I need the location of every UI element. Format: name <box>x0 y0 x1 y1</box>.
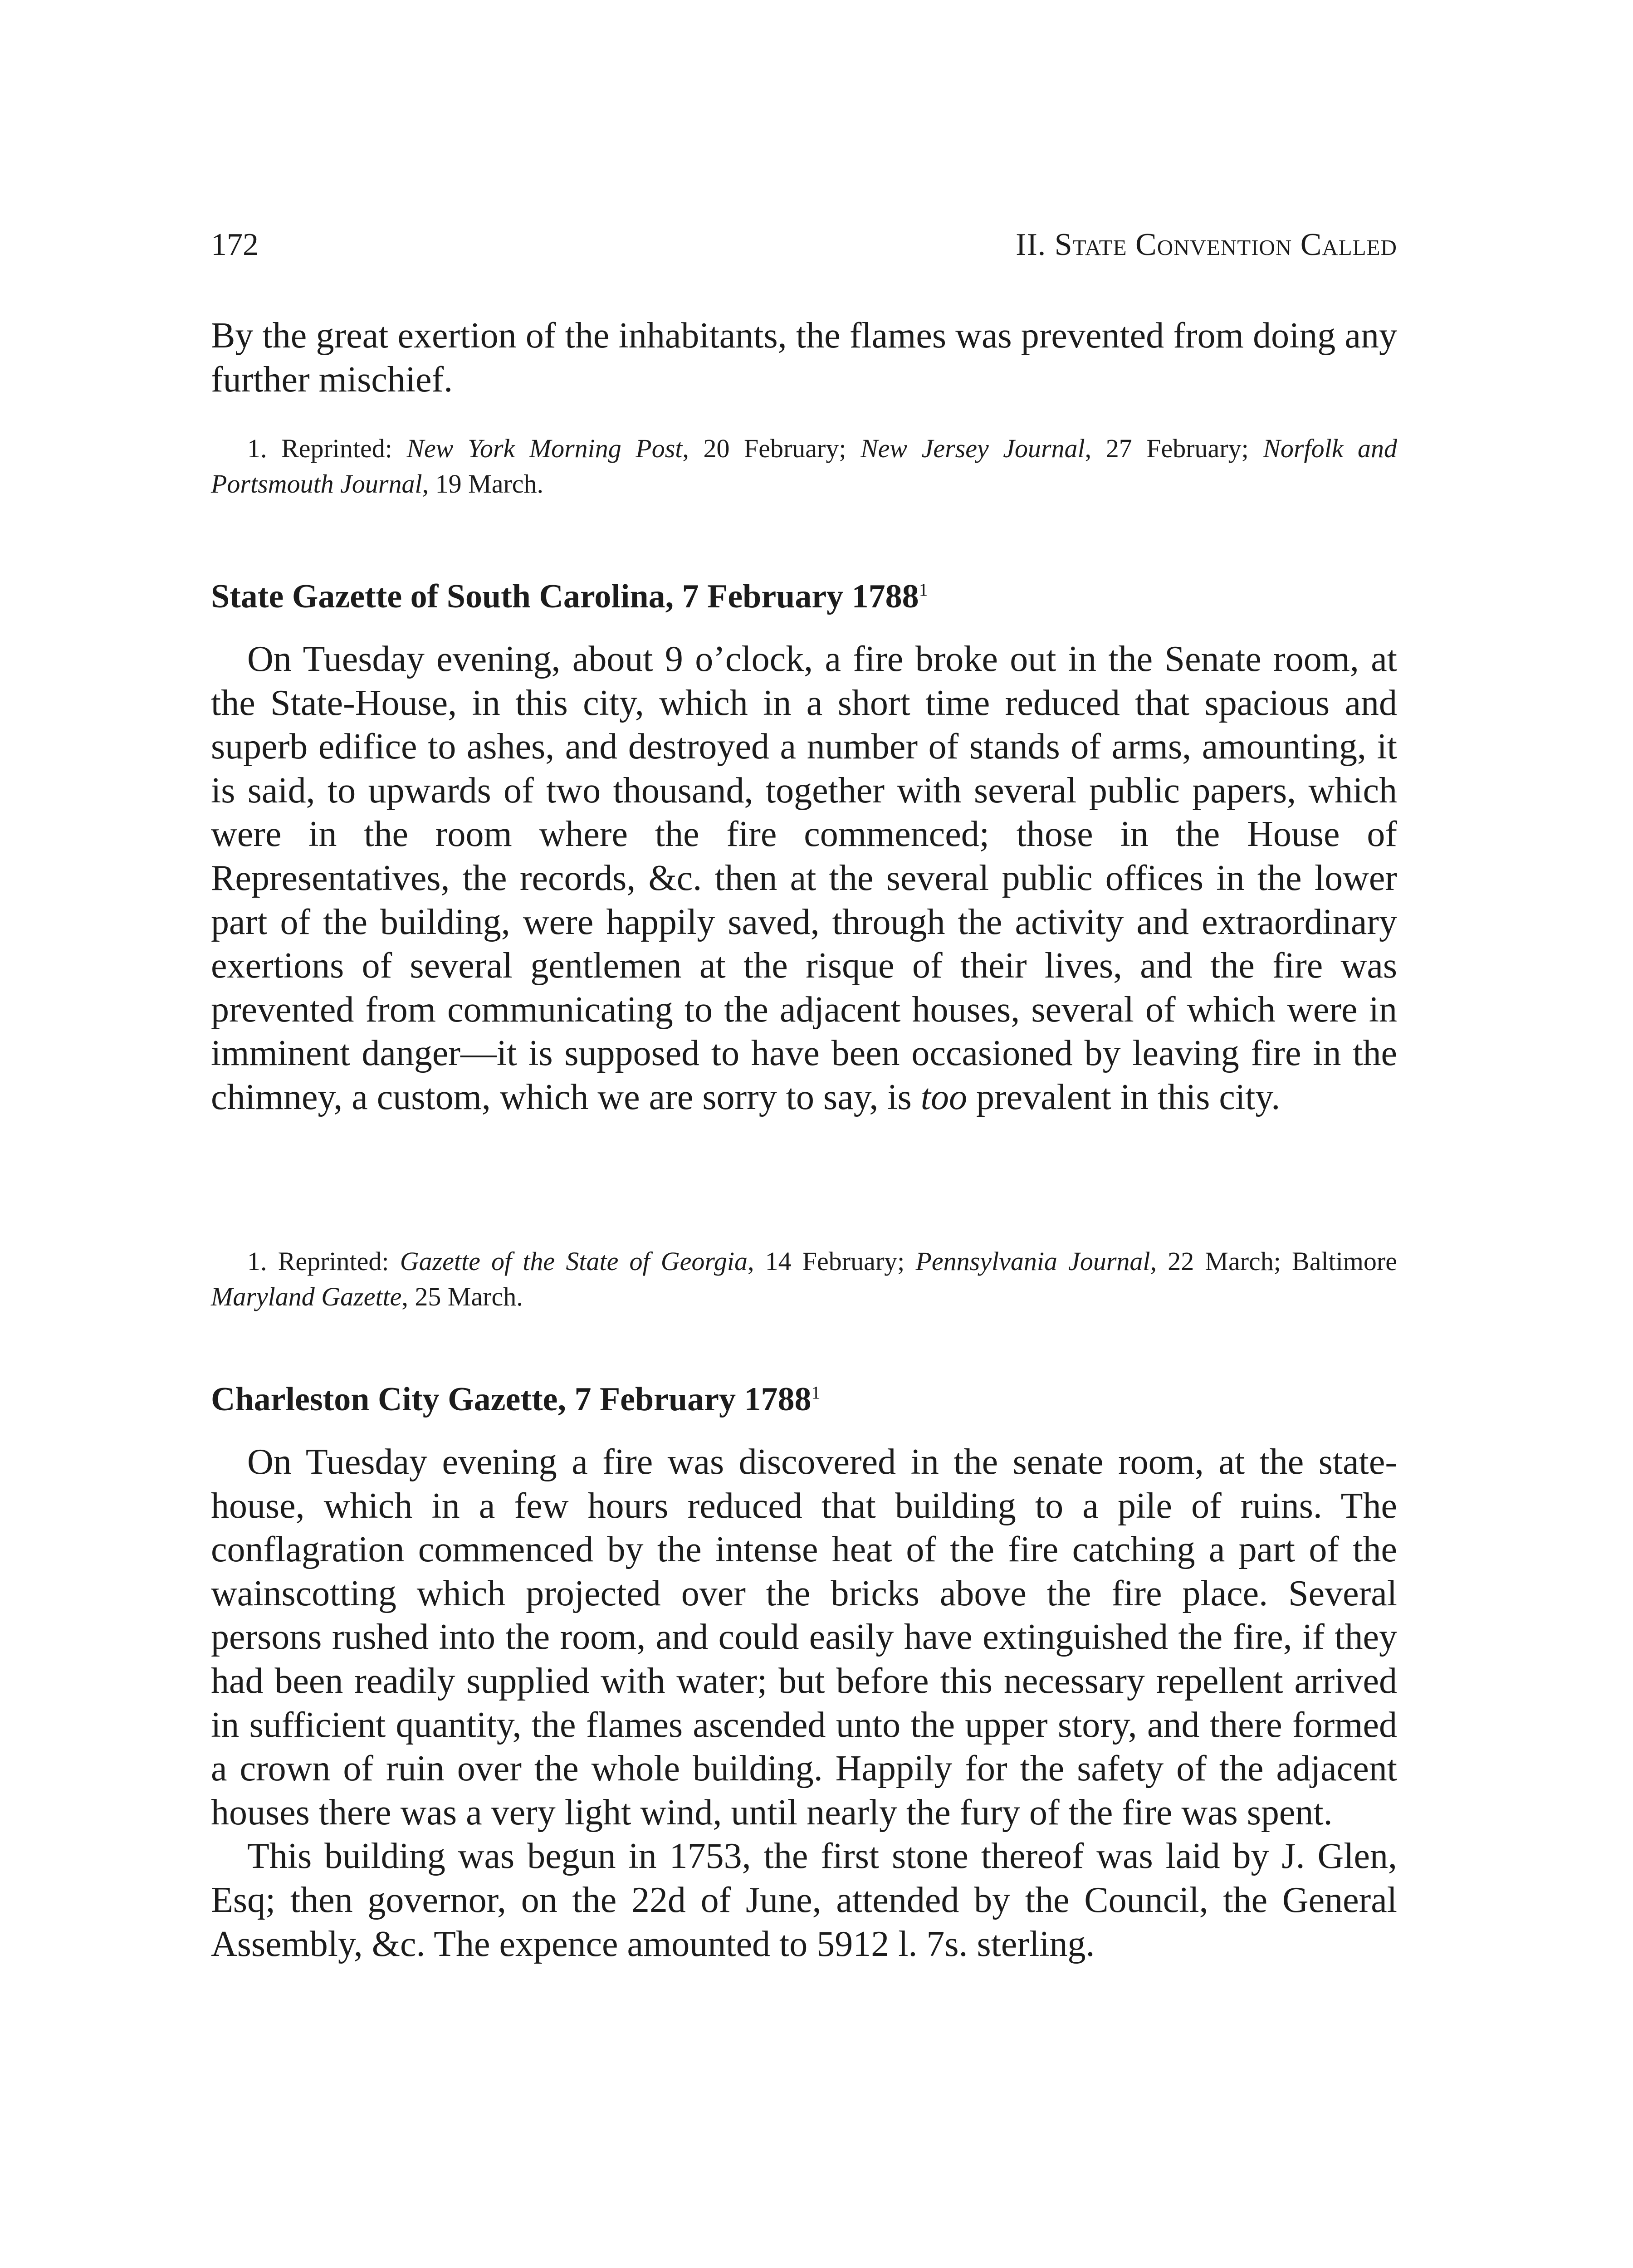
footnote-text: 1. Reprinted: Gazette of the State of Georgia, 14 February; Pennsylvania Journal, 22 March; Baltimore Maryland Gazette, 25 March. <box>211 1246 1397 1311</box>
page-number: 172 <box>211 227 259 262</box>
article-paragraph-2: This building was begun in 1753, the first stone thereof was laid by J. Glen, Esq; then governor, on the 22d of June, attended by the Council, the General Assembly, &c. The expence amounted to 5912 l. 7s. sterling. <box>211 1836 1397 1964</box>
article-heading-state-gazette: State Gazette of South Carolina, 7 February 1788$^1$ <box>211 578 928 615</box>
continued-text <box>211 314 1397 401</box>
article-body-city-gazette <box>211 1440 1397 1966</box>
footnote-previous <box>211 431 1397 502</box>
continued-paragraph: By the great exertion of the inhabitants, the flames was prevented from doing any further mischief. <box>211 316 1397 400</box>
footnote-state-gazette <box>211 1244 1397 1315</box>
document-page <box>211 0 1397 2268</box>
footnote-marker: 1 <box>919 579 928 600</box>
section-title: II. State Convention Called <box>1016 227 1397 262</box>
article-paragraph-1: On Tuesday evening a fire was discovered in the senate room, at the state-house, which in a few hours reduced that building to a pile of ruins. The conflagration commenced by the intense heat of the fire catching a part of the wainscotting which projected over the bricks above the fire place. Several persons rushed into the room, and could easily have extinguished the fire, if they had been readily supplied with water; but before this necessary repellent arrived in sufficient quantity, the flames ascended unto the upper story, and there formed a crown of ruin over the whole building. Happily for the safety of the adjacent houses there was a very light wind, until nearly the fury of the fire was spent. <box>211 1442 1397 1833</box>
article-body-state-gazette <box>211 637 1397 1119</box>
footnote-text: 1. Reprinted: New York Morning Post, 20 February; New Jersey Journal, 27 February; Norfolk and Portsmouth Journal, 19 March. <box>211 434 1397 499</box>
footnote-marker: 1 <box>811 1382 821 1403</box>
running-head <box>211 227 1397 263</box>
article-heading-city-gazette: Charleston City Gazette, 7 February 1788$^1$ <box>211 1381 821 1418</box>
article-paragraph: On Tuesday evening, about 9 o’clock, a fire broke out in the Senate room, at the State-House, in this city, which in a short time reduced that spacious and superb edifice to ashes, and destroyed a number of stands of arms, amounting, it is said, to upwards of two thousand, together with several public papers, which were in the room where the fire commenced; those in the House of Representatives, the records, &c. then at the several public offices in the lower part of the building, were happily saved, through the activity and extraordinary exertions of several gentlemen at the risque of their lives, and the fire was prevented from communicating to the adjacent houses, several of which were in imminent danger—it is supposed to have been occasioned by leaving fire in the chimney, a custom, which we are sorry to say, is too prevalent in this city. <box>211 639 1397 1117</box>
